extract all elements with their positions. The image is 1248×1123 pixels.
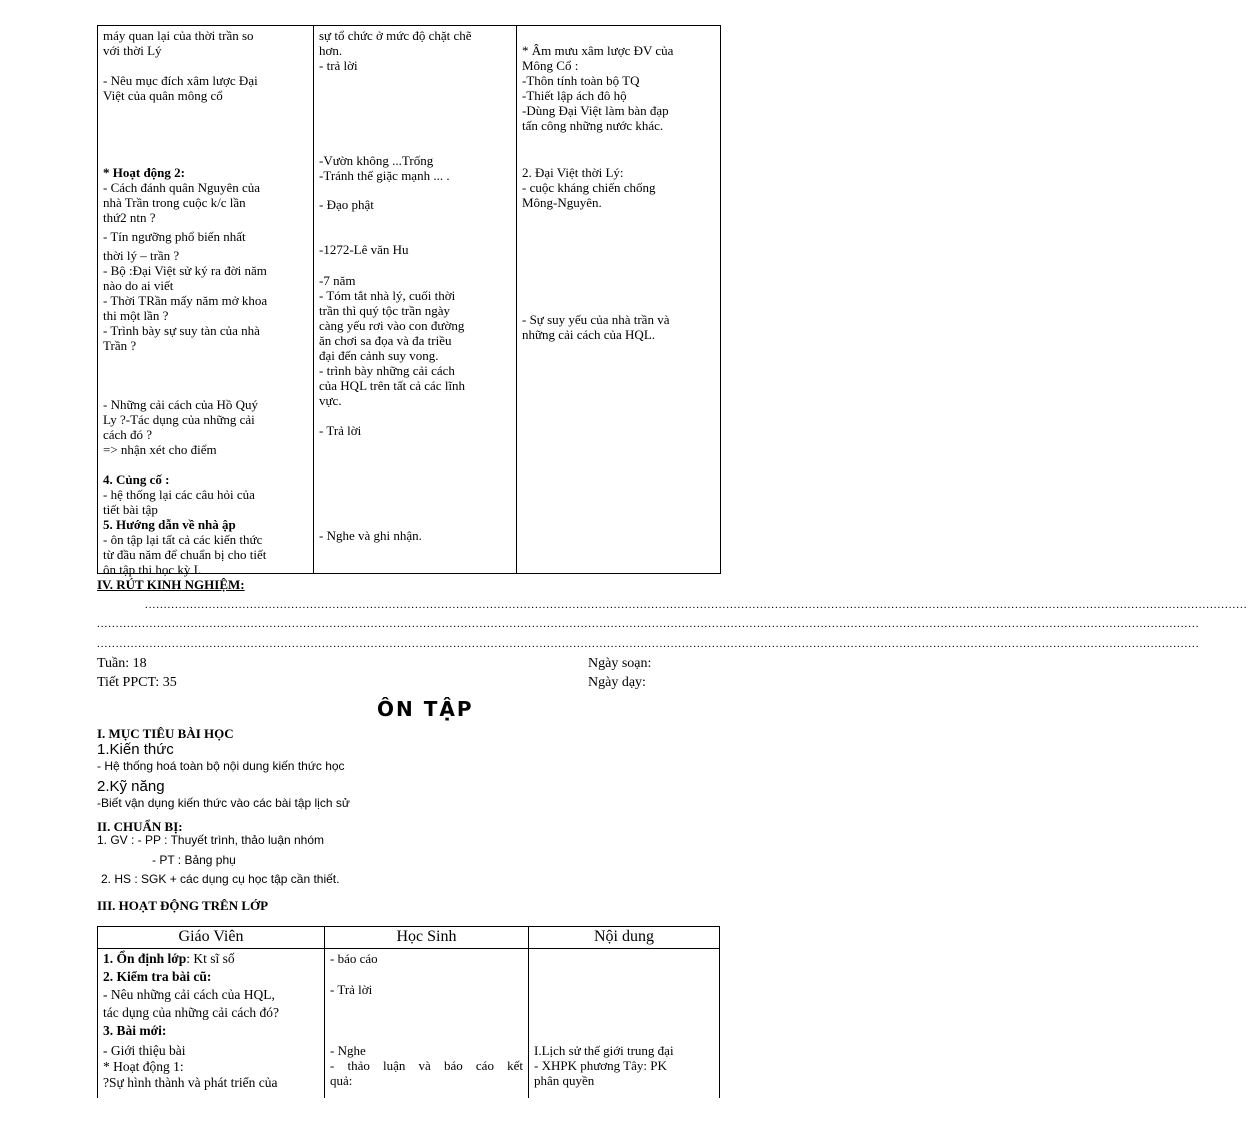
bai-moi-heading: 3. Bài mới: xyxy=(103,1023,167,1038)
text-line: - Sự suy yếu của nhà trần và xyxy=(522,312,670,327)
text-line: nhà Trần trong cuộc k/c lần xyxy=(103,195,246,210)
text-line: từ đầu năm để chuẩn bị cho tiết xyxy=(103,547,267,562)
text-line: - Trả lời xyxy=(330,982,373,997)
text-line: - Tín ngưỡng phổ biến nhất xyxy=(103,229,246,244)
kien-thuc-subheading: 1.Kiến thức xyxy=(97,741,174,758)
text-line: thời lý – trần ? xyxy=(103,248,180,263)
ngay-soan-label: Ngày soạn: xyxy=(588,656,652,671)
top-col-giao-vien xyxy=(98,28,313,577)
text-line: -Vườn không ...Trống xyxy=(319,153,434,168)
text-line: ?Sự hình thành và phát triển của xyxy=(103,1075,278,1090)
header-giao-vien: Giáo Viên xyxy=(178,928,244,945)
huong-dan-heading: 5. Hướng dẫn về nhà ập xyxy=(103,517,236,532)
text-line: - Trả lời xyxy=(319,423,362,438)
text-line: Ly ?-Tác dụng của những cải xyxy=(103,412,255,427)
bottom-table-border-right xyxy=(719,926,720,1098)
text-line: nào do ai viết xyxy=(103,278,174,293)
bottom-col-giao-vien xyxy=(98,951,324,1091)
text-line: của HQL trên tất cả các lĩnh xyxy=(319,378,466,393)
text-line: -1272-Lê văn Hu xyxy=(319,242,409,257)
text-line: - Nêu những cải cách của HQL, xyxy=(103,987,275,1002)
text-line: - XHPK phương Tây: PK xyxy=(534,1058,667,1073)
chuan-bi-gv: 1. GV : - PP : Thuyết trình, thảo luận nhóm xyxy=(97,833,325,847)
text-line: ăn chơi sa đọa và đa triều xyxy=(319,333,452,348)
text-line: - Cách đánh quân Nguyên của xyxy=(103,180,261,195)
text-line: -Tránh thế giặc mạnh ... . xyxy=(319,168,450,183)
top-table-border-right xyxy=(720,25,721,574)
text-line: phân quyền xyxy=(534,1073,595,1088)
kien-thuc-text: - Hệ thống hoá toàn bộ nội dung kiến thức học xyxy=(97,759,345,773)
text-line: Việt của quân mông cổ xyxy=(103,88,223,103)
chuan-bi-hs: 2. HS : SGK + các dụng cụ học tập cần thiết. xyxy=(101,872,340,886)
text-line: I.Lịch sử thế giới trung đại xyxy=(534,1043,674,1058)
text-line: => nhận xét cho điểm xyxy=(103,442,217,457)
ngay-day-label: Ngày dạy: xyxy=(588,675,646,690)
text-line: - Trình bày sự suy tàn của nhà xyxy=(103,323,260,338)
top-col-hoc-sinh xyxy=(314,28,516,543)
on-dinh-label: 1. Ổn định lớp xyxy=(103,951,187,966)
dotted-line-2: ...................................................................................................................................................................................................................................................................................................... xyxy=(97,618,1200,630)
text-line: - báo cáo xyxy=(330,951,378,966)
text-line: càng yếu rơi vào con đường xyxy=(319,318,465,333)
text-line: - Những cải cách của Hồ Quý xyxy=(103,397,259,412)
text-line: đại đến cảnh suy vong. xyxy=(319,348,439,363)
text-line: - Nghe xyxy=(330,1043,366,1058)
tiet-ppct-label: Tiết PPCT: 35 xyxy=(97,675,177,690)
text-line: -Thôn tính toàn bộ TQ xyxy=(522,73,640,88)
text-line: sự tổ chức ở mức độ chặt chẽ xyxy=(319,28,472,43)
text-line: - Nêu mục đích xâm lược Đại xyxy=(103,73,258,88)
text-line: - Thời TRần mấy năm mở khoa xyxy=(103,293,268,308)
cung-co-heading: 4. Củng cố : xyxy=(103,472,170,487)
text-line: tác dụng của những cải cách đó? xyxy=(103,1005,279,1020)
text-line: thi một lần ? xyxy=(103,308,169,323)
text-line: -7 năm xyxy=(319,273,356,288)
text-line: trần thì quý tộc trần ngày xyxy=(319,303,451,318)
text-line: - hệ thống lại các câu hỏi của xyxy=(103,487,255,502)
text-line: cách đó ? xyxy=(103,427,153,442)
text-line: tiết bài tập xyxy=(103,502,158,517)
on-dinh-rest: : Kt sĩ số xyxy=(186,951,235,966)
text-line: -Dùng Đại Việt làm bàn đạp xyxy=(522,103,669,118)
text-line: - Giới thiệu bài xyxy=(103,1043,186,1058)
section-iv-heading: IV. RÚT KINH NGHIỆM: xyxy=(97,577,245,592)
bottom-table-border-top xyxy=(97,926,720,927)
text-line: - trả lời xyxy=(319,58,358,73)
hoat-dong-2-heading: * Hoạt động 2: xyxy=(103,165,185,180)
ky-nang-subheading: 2.Kỹ năng xyxy=(97,778,165,795)
text-line: -Thiết lập ách đô hộ xyxy=(522,88,627,103)
tuan-label: Tuần: 18 xyxy=(97,656,147,671)
text-line: Trần ? xyxy=(103,338,137,353)
chuan-bi-pt: - PT : Bảng phụ xyxy=(152,853,236,867)
text-line: với thời Lý xyxy=(103,43,162,58)
text-line: - thảo luận và báo cáo kết xyxy=(330,1058,523,1073)
text-line: - Nghe và ghi nhận. xyxy=(319,528,422,543)
section-i-heading: I. MỤC TIÊU BÀI HỌC xyxy=(97,726,234,741)
text-line: * Âm mưu xâm lược ĐV của xyxy=(522,43,674,58)
text-line: vực. xyxy=(319,393,342,408)
section-ii-heading: II. CHUẨN BỊ: xyxy=(97,819,183,834)
text-line: tấn công những nước khác. xyxy=(522,118,664,133)
text-line: Mông-Nguyên. xyxy=(522,195,602,210)
text-line: thứ2 ntn ? xyxy=(103,210,156,225)
dotted-line-3: ...................................................................................................................................................................................................................................................................................................... xyxy=(97,638,1200,650)
text-line: Mông Cổ : xyxy=(522,58,579,73)
bottom-col-hoc-sinh xyxy=(325,951,528,1088)
text-line: - ôn tập lại tất cả các kiến thức xyxy=(103,532,263,547)
text-line: - cuộc kháng chiến chống xyxy=(522,180,656,195)
text-line: - Tóm tắt nhà lý, cuối thời xyxy=(319,288,456,303)
header-noi-dung: Nội dung xyxy=(594,928,654,945)
ky-nang-text: -Biết vận dụng kiến thức vào các bài tập lịch sử xyxy=(97,796,350,810)
text-line: ôn tập thi học kỳ I. xyxy=(103,562,202,577)
text-line: quả: xyxy=(330,1073,353,1088)
dotted-line-1: ...................................................................................................................................................................................................................................................................................................... xyxy=(145,599,1248,611)
text-line: * Hoạt động 1: xyxy=(103,1059,184,1074)
text-line: hơn. xyxy=(319,43,343,58)
page-title: ÔN TẬP xyxy=(377,697,474,721)
text-line: - trình bày những cải cách xyxy=(319,363,455,378)
text-line: - Đạo phật xyxy=(319,197,374,212)
text-line: - Bộ :Đại Việt sử ký ra đời năm xyxy=(103,263,267,278)
text-line: 2. Đại Việt thời Lý: xyxy=(522,165,624,180)
header-hoc-sinh: Học Sinh xyxy=(396,928,457,945)
kiem-tra-heading: 2. Kiểm tra bài cũ: xyxy=(103,969,212,984)
top-col-noi-dung xyxy=(517,28,720,342)
bottom-col-noi-dung xyxy=(529,1043,719,1088)
text-line: những cải cách của HQL. xyxy=(522,327,656,342)
top-table-border-top xyxy=(97,25,721,26)
text-line: máy quan lại của thời trần so xyxy=(103,28,254,43)
bottom-table-header-border xyxy=(97,948,720,949)
on-dinh-line xyxy=(103,951,319,967)
section-iii-heading: III. HOẠT ĐỘNG TRÊN LỚP xyxy=(97,898,269,913)
